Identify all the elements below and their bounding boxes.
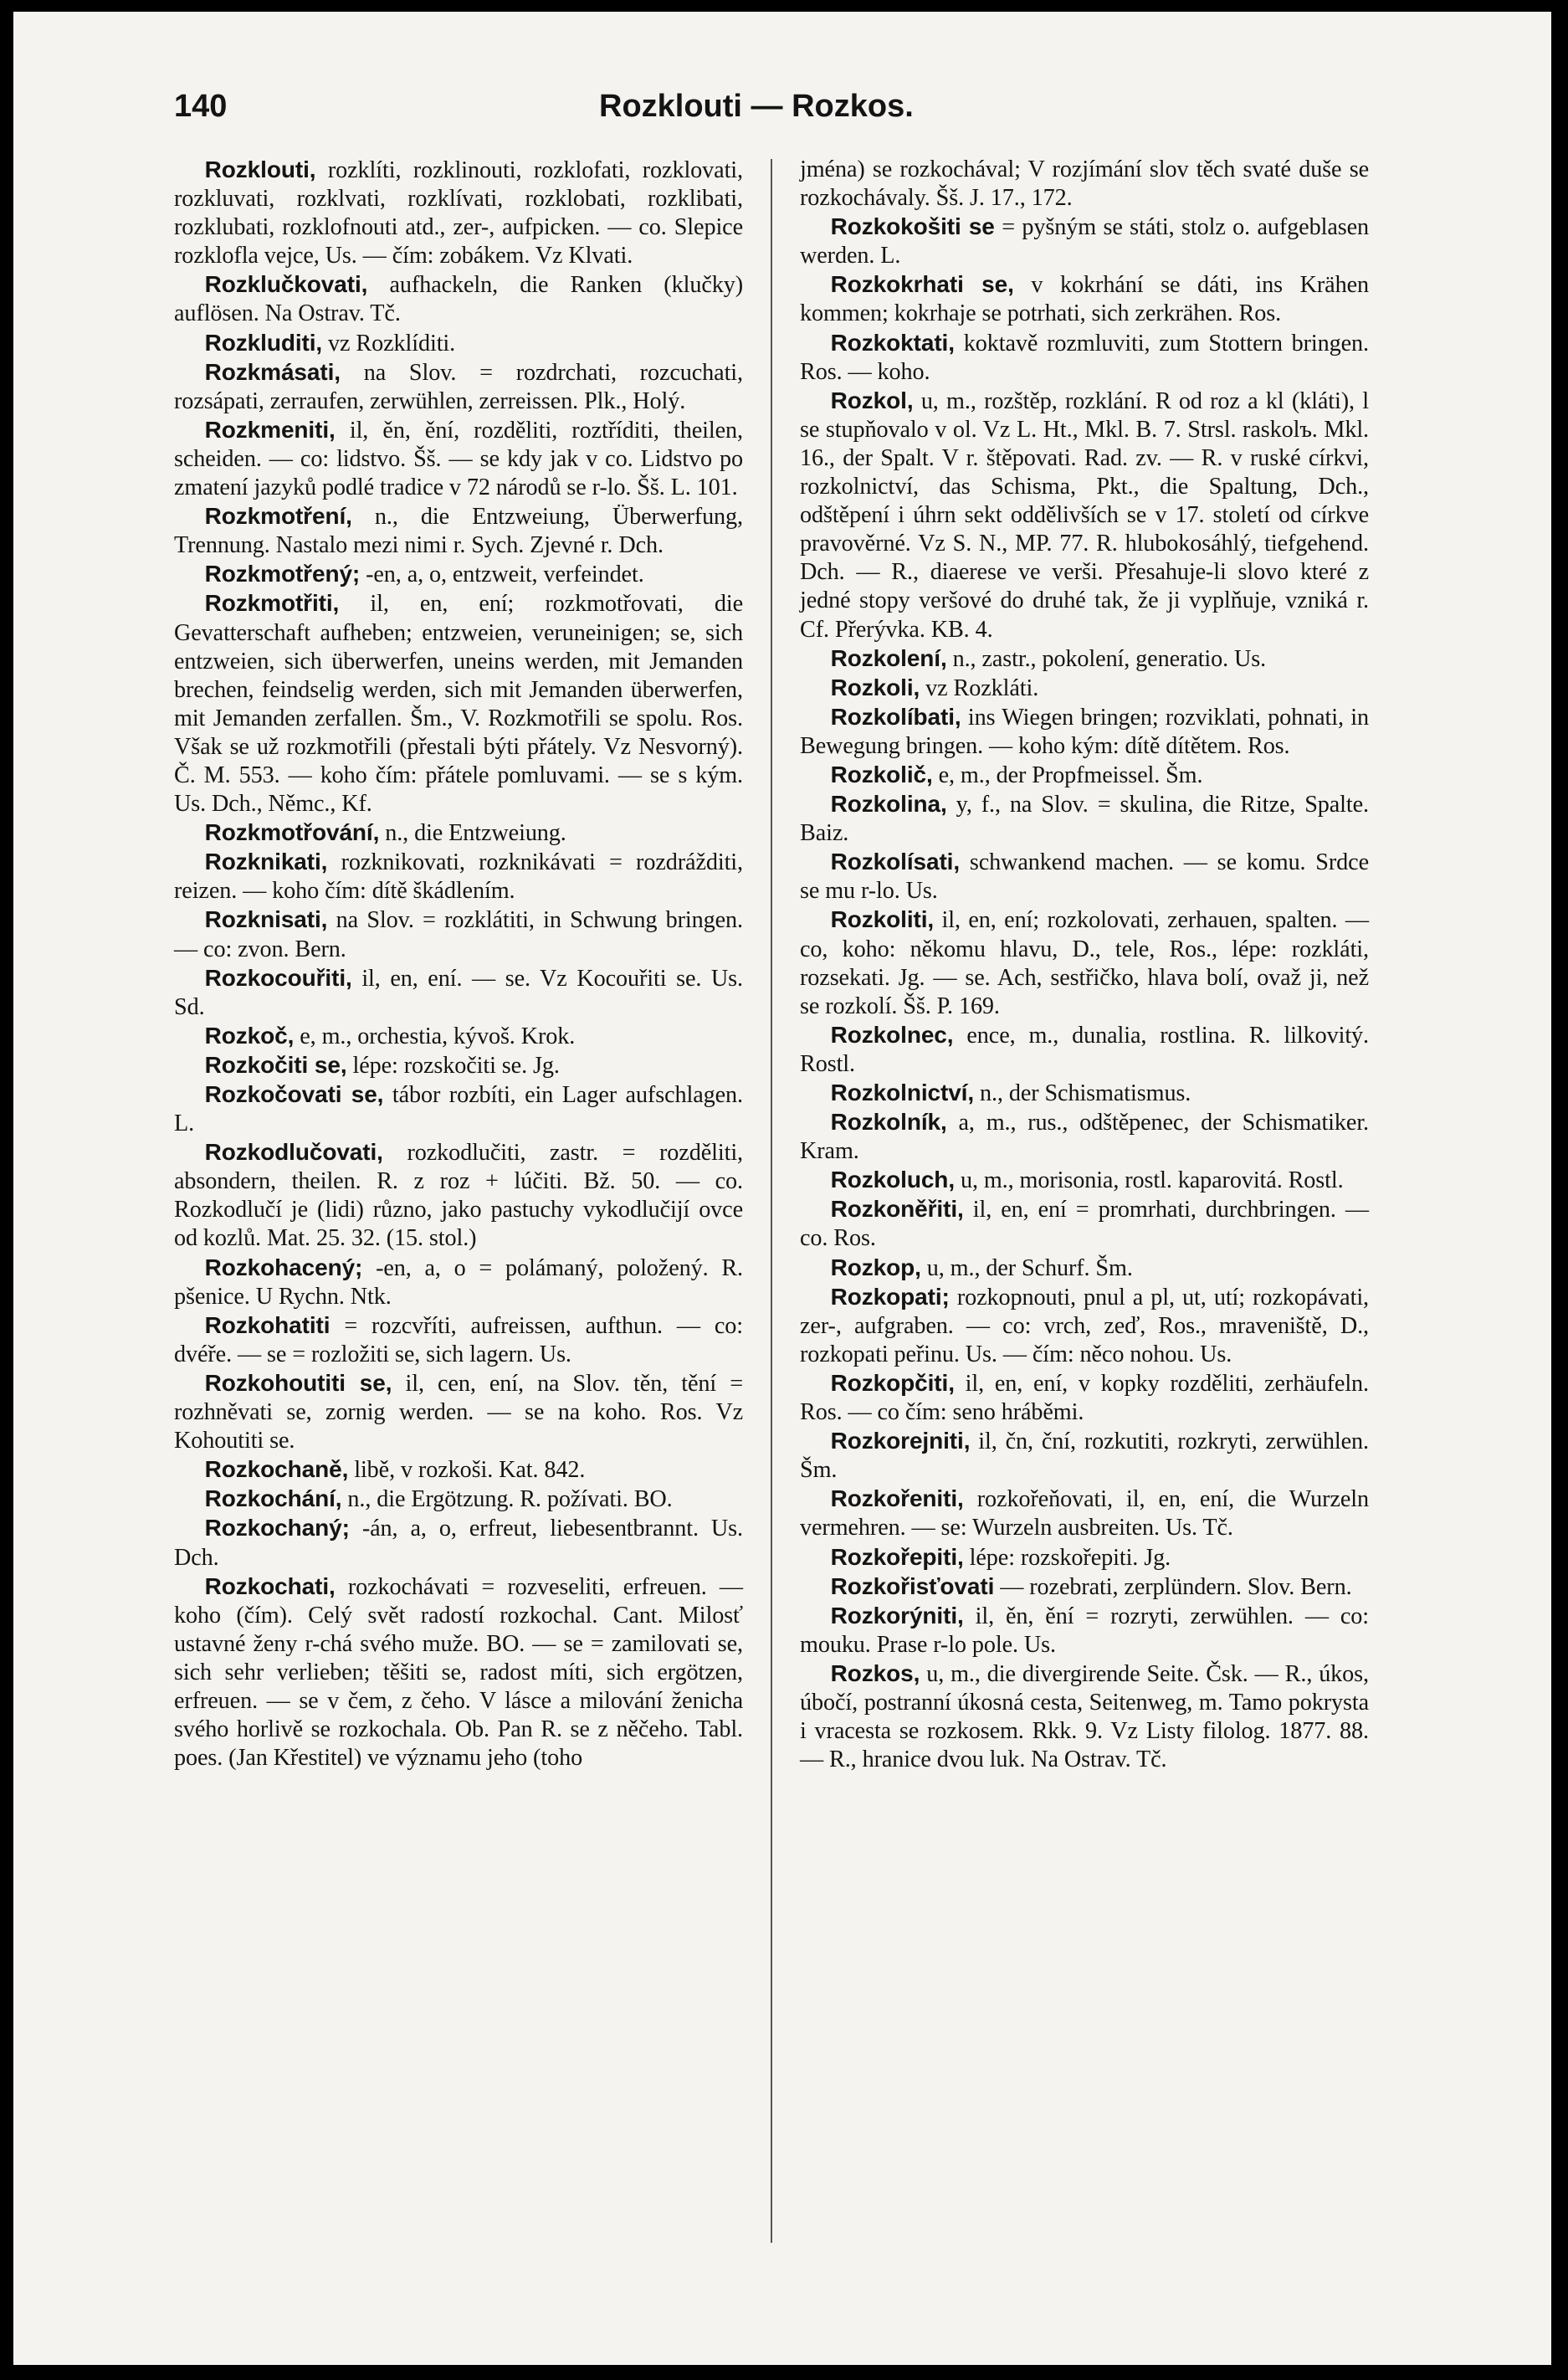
dictionary-entry xyxy=(174,589,743,818)
entry-definition: -en, a, o = polámaný, položený. R. pšenice. U Rychn. Ntk. xyxy=(174,1254,743,1310)
entry-headword: Rozkoluch, xyxy=(830,1167,955,1193)
entry-headword: Rozklučkovati, xyxy=(204,271,368,298)
entry-definition: na Slov. = rozklátiti, in Schwung bringen. — co: zvon. Bern. xyxy=(174,907,743,962)
dictionary-entry xyxy=(800,1572,1369,1602)
entry-definition: rozkopnouti, pnul a pl, ut, utí; rozkopávati, zer-, aufgraben. — co: vrch, zeď, Ros., mraveniště, D., rozkopati peřinu. Us. — čím: něco nohou. Us. xyxy=(800,1284,1369,1367)
entry-headword: Rozkopati; xyxy=(830,1283,950,1310)
entry-definition: tábor rozbíti, ein Lager aufschlagen. L. xyxy=(174,1082,743,1137)
entry-headword: Rozkolič, xyxy=(830,761,933,787)
entry-headword: Rozkoli, xyxy=(830,674,920,700)
entry-definition: n., der Schismatismus. xyxy=(974,1080,1191,1106)
entry-definition: vz Rozklíditi. xyxy=(322,330,456,356)
dictionary-entry xyxy=(800,1427,1369,1485)
entry-headword: Rozkorýniti, xyxy=(830,1602,964,1629)
entry-definition: na Slov. = rozdrchati, rozcuchati, rozsápati, zerraufen, zerwühlen, zerreissen. Plk., Holý. xyxy=(174,359,743,414)
dictionary-entry xyxy=(174,358,743,416)
entry-headword: Rozkmotřiti, xyxy=(204,590,340,617)
entry-headword: Rozkolísati, xyxy=(830,849,961,875)
entry-headword: Rozkohatiti xyxy=(204,1311,331,1338)
dictionary-page xyxy=(13,12,1551,2365)
entry-headword: Rozkolnictví, xyxy=(830,1080,975,1105)
entry-headword: Rozkmotření, xyxy=(204,503,352,530)
dictionary-entry xyxy=(800,905,1369,1020)
entry-definition: v kokrhání se dáti, ins Krähen kommen; kokrhaje se potrhati, sich zerkrähen. Ros. xyxy=(800,272,1369,327)
entry-definition: rozkodlučiti, zastr. = rozděliti, absondern, theilen. R. z roz + lúčiti. Bž. 50. — co. Rozkodlučí je (lidi) různo, jako pastuchy vykodlučijí ovce od kozlů. Mat. 25. 32. (15. stol.) xyxy=(174,1140,743,1252)
entry-definition: il, en, ení; rozkmotřovati, die Gevatterschaft aufheben; entzweien, veruneinigen; se, sich entzweien, sich überwerfen, uneins werden, mit Jemanden brechen, feindselig werden, sich mit Jemanden überwerfen, mit Jemanden zerfallen. Šm., V. Rozkmotřili se spolu. Ros. Však se už rozkmotřili (přestali býti přátely. Vz Nesvorný). Č. M. 553. — koho čím: přátele pomluvami. — se s kým. Us. Dch., Němc., Kf. xyxy=(174,591,743,818)
entry-headword: Rozkokrhati se, xyxy=(830,271,1014,298)
entry-definition: ins Wiegen bringen; rozviklati, pohnati, in Bewegung bringen. — koho kým: dítě dítětem. Ros. xyxy=(800,704,1369,759)
entry-definition: il, ěn, ění, rozděliti, roztříditi, theilen, scheiden. — co: lidstvo. Šš. — se kdy jak v co. Lidstvo po zmatení jazyků podlé tradice v 72 národů se r-lo. Šš. L. 101. xyxy=(174,417,743,501)
dictionary-entry xyxy=(800,1166,1369,1195)
entry-definition: rozkochávati = rozveseliti, erfreuen. — koho (čím). Celý svět radostí rozkochal. Cant. Milosť ustavné ženy r-chá svého muže. BO. — se = zamilovati se, sich sehr verlieben; těšiti se, radost míti, sich ergötzen, erfreuen. — se v čem, z čeho. V lásce a milování ženicha svého horlivě se rozkochala. Ob. Pan R. se z něčeho. Tabl. poes. (Jan Křestitel) ve významu jeho (toho xyxy=(174,1573,743,1772)
entry-definition: ence, m., dunalia, rostlina. R. lilkovitý. Rostl. xyxy=(800,1022,1369,1077)
entry-headword: Rozkodlučovati, xyxy=(204,1139,383,1166)
dictionary-entry xyxy=(800,213,1369,270)
left-column xyxy=(174,156,743,1772)
dictionary-entry xyxy=(800,1659,1369,1774)
entry-definition: il, en, ení; rozkolovati, zerhauen, spalten. — co, koho: někomu hlavu, D., tele, Ros., lépe: rozkláti, rozsekati. Jg. — se. Ach, sestřičko, hlava bolí, ovaž ji, než se rozkolí. Šš. P. 169. xyxy=(800,907,1369,1019)
entry-headword: Rozkočovati se, xyxy=(204,1081,384,1107)
dictionary-entry xyxy=(174,964,743,1022)
entry-headword: Rozknisati, xyxy=(204,906,328,933)
entry-headword: Rozkmotřování, xyxy=(204,819,380,846)
dictionary-entry xyxy=(800,674,1369,703)
entry-headword: Rozkoněřiti, xyxy=(830,1196,964,1223)
entry-headword: Rozkolení, xyxy=(830,644,947,671)
dictionary-entry xyxy=(174,1051,743,1080)
dictionary-entry xyxy=(174,1369,743,1455)
entry-definition: -án, a, o, erfreut, liebesentbrannt. Us. Dch. xyxy=(174,1516,743,1571)
entry-definition: a, m., rus., odštěpenec, der Schismatiker. Kram. xyxy=(800,1110,1369,1165)
entry-definition: il, en, ení. — se. Vz Kocouřiti se. Us. Sd. xyxy=(174,965,743,1020)
dictionary-entry xyxy=(174,1572,743,1773)
dictionary-entry xyxy=(174,329,743,358)
entry-definition: n., die Entzweiung, Überwerfung, Trennung. Nastalo mezi nimi r. Sych. Zjevné r. Dch. xyxy=(174,504,743,559)
entry-definition: lépe: rozskořepiti. Jg. xyxy=(963,1544,1171,1571)
entry-definition: rozklíti, rozklinouti, rozklofati, rozklovati, rozkluvati, rozklvati, rozklívati, rozklobati, rozklibati, rozklubati, rozklofnouti atd., zer-, aufpicken. — co. Slepice rozklofla vejce, Us. — čím: zobákem. Vz Klvati. xyxy=(174,157,743,269)
entry-headword: Rozkořeniti, xyxy=(830,1485,964,1512)
entry-headword: Rozkohoutiti se, xyxy=(204,1369,392,1396)
dictionary-entry xyxy=(800,156,1369,213)
entry-definition: u, m., morisonia, rostl. kaparovitá. Rostl. xyxy=(955,1167,1344,1194)
dictionary-entry xyxy=(174,848,743,905)
dictionary-entry xyxy=(174,1514,743,1572)
dictionary-entry xyxy=(800,703,1369,761)
dictionary-entry xyxy=(800,790,1369,848)
entry-definition: u, m., der Schurf. Šm. xyxy=(920,1254,1133,1281)
dictionary-entry xyxy=(800,1079,1369,1108)
entry-definition: libě, v rozkoši. Kat. 842. xyxy=(348,1457,586,1484)
entry-headword: Rozkol, xyxy=(830,387,914,413)
entry-headword: Rozkopčiti, xyxy=(830,1369,955,1396)
dictionary-entry xyxy=(174,270,743,328)
dictionary-entry xyxy=(174,818,743,848)
entry-definition: jména) se rozkochával; V rozjímání slov těch svaté duše se rozkochávaly. Šš. J. 17., 172. xyxy=(800,156,1369,212)
entry-definition: aufhackeln, die Ranken (klučky) auflösen. Na Ostrav. Tč. xyxy=(174,272,743,327)
entry-headword: Rozkoliti, xyxy=(830,906,935,933)
entry-headword: Rozkmotřený; xyxy=(204,561,361,587)
entry-definition: koktavě rozmluviti, zum Stottern bringen. Ros. — koho. xyxy=(800,330,1369,385)
dictionary-entry xyxy=(174,1455,743,1485)
dictionary-entry xyxy=(800,1485,1369,1542)
entry-definition: u, m., rozštěp, rozklání. R od roz a kl (kláti), l se stupňovalo v ol. Vz L. Ht., Mkl. B. 7. Strsl. raskolъ. Mkl. 16., der Spalt. V r. štěpovati. Rad. zv. — R. v ruské církvi, rozkolnictví, das Schisma, Pkt., die Spaltung, Dch., odštěpení i úhrn sekt oddělivších se v 17. století od církve pravověrné. Vz S. N., MP. 77. R. hlubokosáhlý, tiefgehend. Dch. — R., diaerese ve verši. Přesahuje-li slovo které z jedné stopy veršové do druhé tak, že ji vyplňuje, vzniká r. Cf. Přerývka. KB. 4. xyxy=(800,387,1369,643)
entry-headword: Rozkoktati, xyxy=(830,329,955,356)
dictionary-entry xyxy=(800,1254,1369,1283)
entry-headword: Rozkolina, xyxy=(830,791,947,818)
dictionary-entry xyxy=(174,1138,743,1253)
entry-headword: Rozkořisťovati xyxy=(830,1572,995,1599)
dictionary-entry xyxy=(174,416,743,502)
dictionary-entry xyxy=(800,1195,1369,1253)
running-header: Rozklouti — Rozkos. xyxy=(599,89,914,124)
entry-headword: Rozkočiti se, xyxy=(204,1051,347,1078)
entry-headword: Rozkmásati, xyxy=(204,358,341,385)
entry-headword: Rozkmeniti, xyxy=(204,416,336,443)
entry-definition: e, m., orchestia, kývoš. Krok. xyxy=(294,1023,576,1049)
dictionary-entry xyxy=(174,1254,743,1311)
dictionary-entry xyxy=(800,644,1369,674)
column-divider xyxy=(771,159,772,2243)
dictionary-entry xyxy=(800,1108,1369,1166)
entry-definition: -en, a, o, entzweit, verfeindet. xyxy=(360,562,644,588)
dictionary-entry xyxy=(174,1485,743,1514)
entry-headword: Rozkochaně, xyxy=(204,1456,349,1483)
dictionary-entry xyxy=(174,1022,743,1051)
dictionary-entry xyxy=(174,560,743,589)
entry-headword: Rozkohacený; xyxy=(204,1254,363,1280)
entry-headword: Rozkop, xyxy=(830,1254,921,1280)
entry-headword: Rozkluditi, xyxy=(204,329,323,356)
entry-headword: Rozkolíbati, xyxy=(830,703,961,730)
entry-definition: u, m., die divergirende Seite. Čsk. — R., úkos, úbočí, postranní úkosná cesta, Seitenweg, m. Tamo pokrysta i vracesta se rozkosem. Rkk. 9. Vz Listy filolog. 1877. 88. — R., hranice dvou luk. Na Ostrav. Tč. xyxy=(800,1660,1369,1773)
dictionary-entry xyxy=(174,1311,743,1369)
entry-definition: n., zastr., pokolení, generatio. Us. xyxy=(946,645,1267,672)
entry-headword: Rozkokošiti se xyxy=(830,213,995,240)
entry-headword: Rozkoč, xyxy=(204,1022,295,1049)
dictionary-entry xyxy=(800,387,1369,644)
dictionary-entry xyxy=(800,1021,1369,1079)
entry-definition: — rozebrati, zerplündern. Slov. Bern. xyxy=(994,1573,1352,1600)
entry-headword: Rozkocouřiti, xyxy=(204,964,352,991)
entry-definition: schwankend machen. — se komu. Srdce se mu r-lo. Us. xyxy=(800,849,1369,905)
dictionary-entry xyxy=(800,1543,1369,1572)
entry-headword: Rozkolnec, xyxy=(830,1021,954,1048)
entry-headword: Rozkorejniti, xyxy=(830,1428,971,1454)
dictionary-entry xyxy=(800,848,1369,905)
page-number: 140 xyxy=(174,89,228,124)
entry-definition: y, f., na Slov. = skulina, die Ritze, Spalte. Baiz. xyxy=(800,792,1369,847)
entry-definition: lépe: rozskočiti se. Jg. xyxy=(346,1052,560,1079)
entry-headword: Rozkořepiti, xyxy=(830,1543,964,1570)
dictionary-entry xyxy=(800,1369,1369,1427)
entry-headword: Rozkochání, xyxy=(204,1485,342,1512)
entry-definition: il, ěn, ění = rozryti, zerwühlen. — co: mouku. Prase r-lo pole. Us. xyxy=(800,1603,1369,1658)
entry-definition: vz Rozkláti. xyxy=(920,675,1039,701)
entry-headword: Rozkochaný; xyxy=(204,1515,350,1541)
dictionary-entry xyxy=(800,1602,1369,1659)
entry-definition: rozknikovati, rozknikávati = rozdrážditi, reizen. — koho čím: dítě škádlením. xyxy=(174,849,743,905)
entry-headword: Rozkos, xyxy=(830,1659,920,1686)
entry-headword: Rozklouti, xyxy=(204,156,316,182)
entry-definition: il, cen, ení, na Slov. těn, tění = rozhněvati se, zornig werden. — se na koho. Ros. Vz Kohoutiti se. xyxy=(174,1370,743,1454)
entry-headword: Rozkolník, xyxy=(830,1109,947,1136)
entry-headword: Rozkochati, xyxy=(204,1572,336,1599)
entry-definition: il, en, ení = promrhati, durchbringen. — co. Ros. xyxy=(800,1197,1369,1252)
right-column xyxy=(800,156,1369,1774)
entry-definition: = rozcvříti, aufreissen, aufthun. — co: dvéře. — se = rozložiti se, sich lagern. Us. xyxy=(174,1312,743,1367)
dictionary-entry xyxy=(800,329,1369,387)
entry-definition: rozkořeňovati, il, en, ení, die Wurzeln vermehren. — se: Wurzeln ausbreiten. Us. Tč. xyxy=(800,1486,1369,1541)
dictionary-entry xyxy=(174,502,743,560)
entry-definition: n., die Ergötzung. R. požívati. BO. xyxy=(341,1486,673,1513)
entry-definition: il, čn, ční, rozkutiti, rozkryti, zerwühlen. Šm. xyxy=(800,1429,1369,1484)
dictionary-entry xyxy=(174,156,743,270)
entry-headword: Rozknikati, xyxy=(204,849,328,875)
entry-definition: = pyšným se státi, stolz o. aufgeblasen werden. L. xyxy=(800,214,1370,269)
dictionary-entry xyxy=(174,905,743,963)
dictionary-entry xyxy=(800,270,1369,328)
dictionary-entry xyxy=(174,1080,743,1138)
entry-definition: n., die Entzweiung. xyxy=(379,820,566,847)
dictionary-entry xyxy=(800,761,1369,790)
entry-definition: e, m., der Propfmeissel. Šm. xyxy=(932,762,1203,788)
entry-definition: il, en, ení, v kopky rozděliti, zerhäufeln. Ros. — co čím: seno hráběmi. xyxy=(800,1370,1369,1426)
dictionary-entry xyxy=(800,1283,1369,1369)
